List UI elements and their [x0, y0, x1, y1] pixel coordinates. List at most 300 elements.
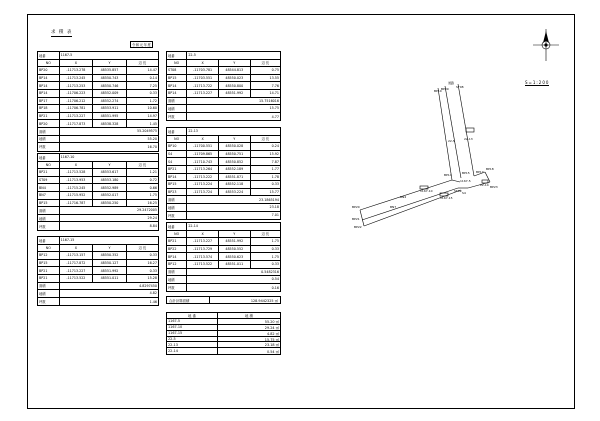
side-length: 7.76	[271, 83, 279, 88]
coord-x: -11713.245	[60, 75, 94, 82]
table-row	[167, 151, 280, 159]
coord-y: 48550.743	[93, 75, 127, 82]
side-length: 16.27	[147, 261, 157, 266]
lot-table	[37, 153, 159, 231]
coord-y: 48551.992	[93, 267, 127, 274]
header-distance: 辺 長	[261, 137, 270, 142]
side-length: 0.33	[271, 262, 279, 267]
point-no: BN4	[38, 184, 60, 191]
point-no: BP21	[38, 113, 60, 120]
coord-y: 48544.813	[219, 67, 251, 74]
side-length: 7.87	[271, 159, 279, 164]
coord-y: 48535.857	[93, 67, 127, 74]
lot-number-value: 22-14	[188, 224, 198, 229]
side-length: 15.92	[269, 152, 279, 157]
ground-area-row-value: 23.18	[269, 205, 279, 210]
side-length: 0.72	[149, 178, 157, 183]
coord-y: 48550.028	[219, 143, 251, 150]
map-point-label: BP17	[476, 170, 484, 174]
tsubo-row	[167, 284, 280, 292]
point-no: BP21	[167, 238, 187, 245]
side-length: 0.33	[149, 91, 157, 96]
point-no: ST09	[38, 177, 60, 184]
side-length: 0.66	[149, 185, 157, 190]
point-no: BP20	[38, 120, 60, 127]
table-row	[38, 192, 158, 200]
table-row	[38, 200, 158, 208]
summary-header-area: 地 積	[244, 313, 253, 318]
tsubo-row-value: 8.84	[149, 224, 157, 229]
side-length: 1.21	[149, 170, 157, 175]
point-no: BP17	[38, 98, 60, 105]
total-area-value: 128.9442325 ㎡	[250, 298, 278, 303]
coord-y: 48552.118	[219, 181, 251, 188]
summary-area: 29.24 ㎡	[264, 325, 279, 330]
coord-y: 48553.911	[93, 105, 127, 112]
table-row	[38, 67, 158, 75]
table-row	[38, 98, 158, 106]
scale-label: S=1:200	[525, 80, 550, 85]
lot-table	[37, 236, 159, 306]
coord-x: -11713.264	[187, 166, 219, 173]
point-no: BP15	[38, 260, 60, 267]
coord-y: 48550.352	[93, 252, 127, 259]
lot-table	[166, 127, 281, 220]
area-row	[38, 207, 158, 215]
coord-x: -11713.227	[187, 90, 219, 97]
table-row	[167, 189, 280, 197]
lot-number-row	[167, 223, 280, 231]
header-x: X	[60, 60, 94, 67]
header-x: X	[187, 136, 219, 143]
point-no: BP14	[167, 82, 187, 89]
table-row	[38, 120, 158, 128]
map-point-label: BP21	[352, 217, 360, 221]
area-row	[167, 98, 280, 106]
point-no: BP21	[167, 166, 187, 173]
coord-x: -11715.245	[60, 184, 94, 191]
tsubo-row-label: 坪数	[38, 298, 60, 306]
table-row	[167, 181, 280, 189]
area-row-value: 0.5482316	[261, 269, 279, 274]
coord-x: -11710.743	[187, 158, 219, 165]
coord-y: 48551.011	[219, 261, 251, 268]
table-row	[38, 75, 158, 83]
lot-plan-map	[340, 70, 500, 240]
side-length: 0.33	[149, 253, 157, 258]
map-point-label: ST09	[454, 189, 462, 193]
coord-x: -11713.227	[187, 238, 219, 245]
coord-x: -11716.787	[60, 200, 94, 207]
map-lot-label: 1167-5	[460, 179, 471, 183]
summary-lot: 22-14	[167, 348, 218, 354]
summary-lot: 22-13	[167, 342, 218, 347]
header-y: Y	[93, 162, 127, 169]
lot-number-value: 1167-10	[60, 155, 75, 160]
tsubo-row	[38, 222, 158, 230]
lot-number-row	[167, 128, 280, 136]
area-row-label: 面積	[38, 207, 60, 214]
side-length: 1.75	[149, 193, 157, 198]
summary-header-lot: 地 番	[167, 313, 218, 318]
map-lot-label: 1167-15	[440, 196, 453, 200]
summary-area: 55.20 ㎡	[264, 319, 279, 324]
header-no: NO	[38, 60, 60, 67]
point-no: BP18	[38, 105, 60, 112]
column-header-row	[38, 245, 158, 253]
column-header-row	[167, 231, 280, 239]
point-no: BP10	[167, 143, 187, 150]
table-row	[38, 184, 158, 192]
coord-y: 48550.250	[93, 200, 127, 207]
side-length: 1.77	[271, 167, 279, 172]
table-row	[38, 82, 158, 90]
header-distance: 辺 長	[138, 163, 147, 168]
side-length: 1.78	[271, 174, 279, 179]
lot-number-value: 22-13	[188, 129, 198, 134]
side-length: 15.77	[269, 190, 279, 195]
coord-x: -11713.278	[60, 67, 94, 74]
coord-x: -11713.724	[187, 189, 219, 196]
area-row	[38, 283, 158, 291]
header-x: X	[187, 231, 219, 238]
lot-number-value: 1167-15	[60, 238, 75, 243]
lot-number-value: 22-5	[188, 53, 196, 58]
table-row	[167, 67, 280, 75]
summary-area: 23.18 ㎡	[264, 343, 279, 348]
point-no: BP15	[167, 75, 187, 82]
side-length: 15.28	[147, 276, 157, 281]
coord-x: -11713.722	[187, 82, 219, 89]
tsubo-row-label: 坪数	[167, 284, 187, 292]
coord-x: -11713.227	[60, 113, 94, 120]
ground-area-row-label: 地積	[38, 215, 60, 222]
coord-x: -11703.551	[187, 75, 219, 82]
north-arrow-icon	[531, 28, 561, 62]
header-distance: 辺 長	[261, 61, 270, 66]
coord-x: -11713.227	[60, 267, 94, 274]
table-row	[167, 143, 280, 151]
table-row	[167, 246, 280, 254]
lot-number-value: 1167-5	[60, 53, 73, 58]
coord-y: 48551.992	[219, 238, 251, 245]
table-row	[38, 252, 158, 260]
table-row	[167, 174, 280, 182]
header-y: Y	[93, 245, 127, 252]
lot-number-label: 地番	[167, 128, 187, 135]
tsubo-row	[167, 113, 280, 121]
coord-x: -11713.522	[60, 275, 94, 282]
coord-y: 48550.127	[93, 260, 127, 267]
coord-y: 48551.995	[93, 113, 127, 120]
coord-y: 48552.009	[93, 90, 127, 97]
total-area-box	[166, 296, 281, 304]
table-row	[167, 238, 280, 246]
map-point-label: BP09	[441, 87, 449, 91]
side-length: 14.71	[269, 91, 279, 96]
table-row	[38, 113, 158, 121]
lot-number-row	[38, 52, 158, 60]
coord-y: 48550.746	[93, 82, 127, 89]
coord-x: -11700.551	[187, 143, 219, 150]
side-length: 1.75	[271, 239, 279, 244]
ground-area-row	[167, 204, 280, 212]
side-length: 13.55	[269, 76, 279, 81]
total-area-label: 合計計算面積	[167, 297, 210, 303]
column-header-row	[38, 60, 158, 68]
tsubo-row-label: 坪数	[167, 212, 187, 220]
point-no: BP14	[38, 75, 60, 82]
summary-lot: 22-5	[167, 337, 218, 342]
coord-y: 48552.989	[93, 184, 127, 191]
summary-row	[167, 348, 280, 354]
coord-x: -11713.157	[60, 252, 94, 259]
side-length: 14.97	[147, 114, 157, 119]
coord-x: -11713.953	[60, 177, 94, 184]
map-point-label: BN4	[400, 195, 407, 199]
column-header-row	[38, 162, 158, 170]
point-no: BP12	[38, 252, 60, 259]
document-title: 求 積 表	[51, 30, 73, 35]
column-header-row	[167, 60, 280, 68]
coord-x: -11717.873	[60, 120, 94, 127]
header-y: Y	[93, 60, 127, 67]
coord-y: 48552.189	[219, 166, 251, 173]
tsubo-row-value: 7.01	[271, 213, 279, 218]
area-row-value: 29.2472005	[137, 208, 157, 213]
lot-number-label: 地番	[38, 52, 60, 59]
table-row	[38, 105, 158, 113]
tsubo-row-value: 4.77	[271, 114, 279, 119]
header-y: Y	[219, 60, 251, 67]
ground-area-row-label: 地積	[167, 276, 187, 283]
map-point-label: BP15	[462, 171, 470, 175]
map-road-label: 道路	[448, 81, 455, 85]
ground-area-row-value: 0.54	[271, 277, 279, 282]
side-length: 1.45	[149, 121, 157, 126]
tsubo-row-label: 坪数	[38, 222, 60, 230]
point-no: BP14	[38, 82, 60, 89]
coord-x: -11713.222	[187, 174, 219, 181]
side-length: 1.72	[149, 98, 157, 103]
coord-y: 48550.800	[219, 82, 251, 89]
point-no: BP23	[167, 189, 187, 196]
header-y: Y	[219, 136, 251, 143]
coord-y: 48553.180	[93, 177, 127, 184]
lot-table	[37, 51, 159, 152]
coord-y: 48550.023	[219, 75, 251, 82]
point-no: BP21	[38, 275, 60, 282]
area-row	[167, 196, 280, 204]
ground-area-row-value: 15.75	[269, 106, 279, 111]
lot-number-label: 地番	[167, 223, 187, 230]
side-length: 10.60	[147, 106, 157, 111]
side-length: 1.75	[271, 254, 279, 259]
side-length: 0.33	[149, 268, 157, 273]
coord-y: 48551.871	[219, 174, 251, 181]
map-lot-label: 22-5	[448, 139, 455, 143]
coord-x: -11713.253	[60, 82, 94, 89]
lot-number-label: 地番	[38, 154, 60, 161]
coord-x: -11717.872	[60, 260, 94, 267]
area-row-label: 面積	[167, 98, 187, 105]
lot-number-row	[38, 154, 158, 162]
point-no: BP15	[38, 200, 60, 207]
coord-x: -11706.781	[60, 105, 94, 112]
side-length: 0.24	[271, 144, 279, 149]
map-point-label: BP23	[490, 185, 498, 189]
summary-area: 4.82 ㎡	[266, 331, 279, 336]
side-length: 16.25	[147, 200, 157, 205]
header-distance: 辺 長	[261, 232, 270, 237]
side-length: 14.47	[147, 68, 157, 73]
lot-table	[166, 51, 281, 121]
header-no: NO	[167, 60, 187, 67]
table-row	[167, 158, 280, 166]
area-row-value: 55.2049575	[137, 129, 157, 134]
summary-lot: 1167-5	[167, 319, 218, 324]
area-row-label: 面積	[38, 128, 60, 135]
coord-x: -11713.224	[187, 181, 219, 188]
point-no: BP20	[38, 67, 60, 74]
lot-table	[166, 222, 281, 292]
point-no: BP14	[167, 253, 187, 260]
coord-y: 48552.017	[93, 192, 127, 199]
column-header-row	[167, 136, 280, 144]
summary-table	[166, 312, 281, 355]
map-point-label: BP18	[486, 167, 494, 171]
ground-area-row	[38, 136, 158, 144]
point-no: BP12	[167, 261, 187, 268]
ground-area-row-value: 55.20	[147, 136, 157, 141]
coord-x: -11713.729	[187, 246, 219, 253]
coord-y: 48552.274	[93, 98, 127, 105]
ground-area-row-label: 地積	[167, 204, 187, 211]
map-point-label: BP22	[354, 225, 362, 229]
map-point-label: ST08	[456, 85, 464, 89]
map-point-label: BN7	[390, 205, 397, 209]
point-no: BP21	[38, 169, 60, 176]
coord-y: 48550.623	[219, 253, 251, 260]
table-row	[38, 177, 158, 185]
table-row	[38, 275, 158, 283]
header-no: NO	[167, 231, 187, 238]
coord-x: -11713.528	[60, 169, 94, 176]
area-row-label: 面積	[167, 269, 187, 276]
tsubo-row	[167, 212, 280, 220]
header-x: X	[187, 60, 219, 67]
header-no: NO	[167, 136, 187, 143]
area-row	[38, 128, 158, 136]
tsubo-row-value: 1.46	[149, 299, 157, 304]
coord-y: 48538.328	[93, 120, 127, 127]
header-distance: 辺 長	[138, 61, 147, 66]
ground-area-row-label: 地積	[38, 290, 60, 297]
side-length: 0.75	[271, 68, 279, 73]
side-length: 0.33	[271, 247, 279, 252]
ground-area-row-value: 4.82	[149, 291, 157, 296]
table-row	[38, 260, 158, 268]
tsubo-row	[38, 143, 158, 151]
area-row-value: 23.1865194	[259, 197, 279, 202]
coord-y: 48550.552	[219, 246, 251, 253]
coord-x: -11713.574	[187, 253, 219, 260]
point-no: BP22	[167, 246, 187, 253]
ground-area-row-label: 地積	[38, 136, 60, 143]
map-lot-label: 22-14	[480, 183, 489, 187]
summary-area: 0.54 ㎡	[266, 349, 279, 354]
header-x: X	[60, 245, 94, 252]
coord-x: -11706.223	[60, 90, 94, 97]
lot-number-row	[38, 237, 158, 245]
tsubo-row-label: 坪数	[167, 113, 187, 121]
tsubo-row-value: 16.70	[147, 144, 157, 149]
coord-y: 48551.011	[93, 275, 127, 282]
table-row	[167, 75, 280, 83]
coord-x: -11715.952	[60, 192, 94, 199]
area-row-label: 面積	[167, 196, 187, 203]
table-row	[167, 261, 280, 269]
lot-number-label: 地番	[167, 52, 187, 59]
map-point-label: BP14	[444, 173, 452, 177]
tsubo-row-label: 坪数	[38, 143, 60, 151]
coord-y: 48550.852	[219, 158, 251, 165]
coord-y: 48551.992	[219, 90, 251, 97]
point-no: BP15	[167, 181, 187, 188]
header-x: X	[60, 162, 94, 169]
summary-lot: 1167-15	[167, 331, 218, 336]
table-row	[38, 90, 158, 98]
side-length: 0.14	[149, 76, 157, 81]
header-no: NO	[38, 245, 60, 252]
map-point-label: BP10	[434, 89, 442, 93]
area-row-label: 面積	[38, 283, 60, 290]
area-row-value: 4.8297450	[139, 283, 157, 288]
header-no: NO	[38, 162, 60, 169]
table-row	[38, 267, 158, 275]
map-point-label: S4	[462, 191, 466, 195]
map-lot-label: 1167-10	[420, 189, 433, 193]
date-stamp: 令和元年度	[132, 43, 152, 47]
point-no: ST08	[167, 67, 187, 74]
ground-area-row	[167, 105, 280, 113]
point-no: BP14	[167, 90, 187, 97]
summary-area: 15.75 ㎡	[264, 337, 279, 342]
side-length: 0.33	[271, 182, 279, 187]
tsubo-row-value: 0.16	[271, 285, 279, 290]
ground-area-row	[38, 215, 158, 223]
coord-y: 48553.224	[219, 189, 251, 196]
coord-x: -11713.522	[187, 261, 219, 268]
map-point-label: BP20	[352, 205, 360, 209]
area-row	[167, 269, 280, 277]
ground-area-row	[167, 276, 280, 284]
coord-y: 48553.617	[93, 169, 127, 176]
table-row	[167, 90, 280, 98]
point-no: S4	[167, 158, 187, 165]
header-y: Y	[219, 231, 251, 238]
table-row	[38, 169, 158, 177]
lot-number-label: 地番	[38, 237, 60, 244]
ground-area-row-label: 地積	[167, 105, 187, 112]
point-no: BN7	[38, 192, 60, 199]
coord-x: -11706.212	[60, 98, 94, 105]
point-no: BP14	[38, 90, 60, 97]
point-no: BP14	[167, 174, 187, 181]
lot-number-row	[167, 52, 280, 60]
table-row	[167, 253, 280, 261]
tsubo-row	[38, 298, 158, 306]
